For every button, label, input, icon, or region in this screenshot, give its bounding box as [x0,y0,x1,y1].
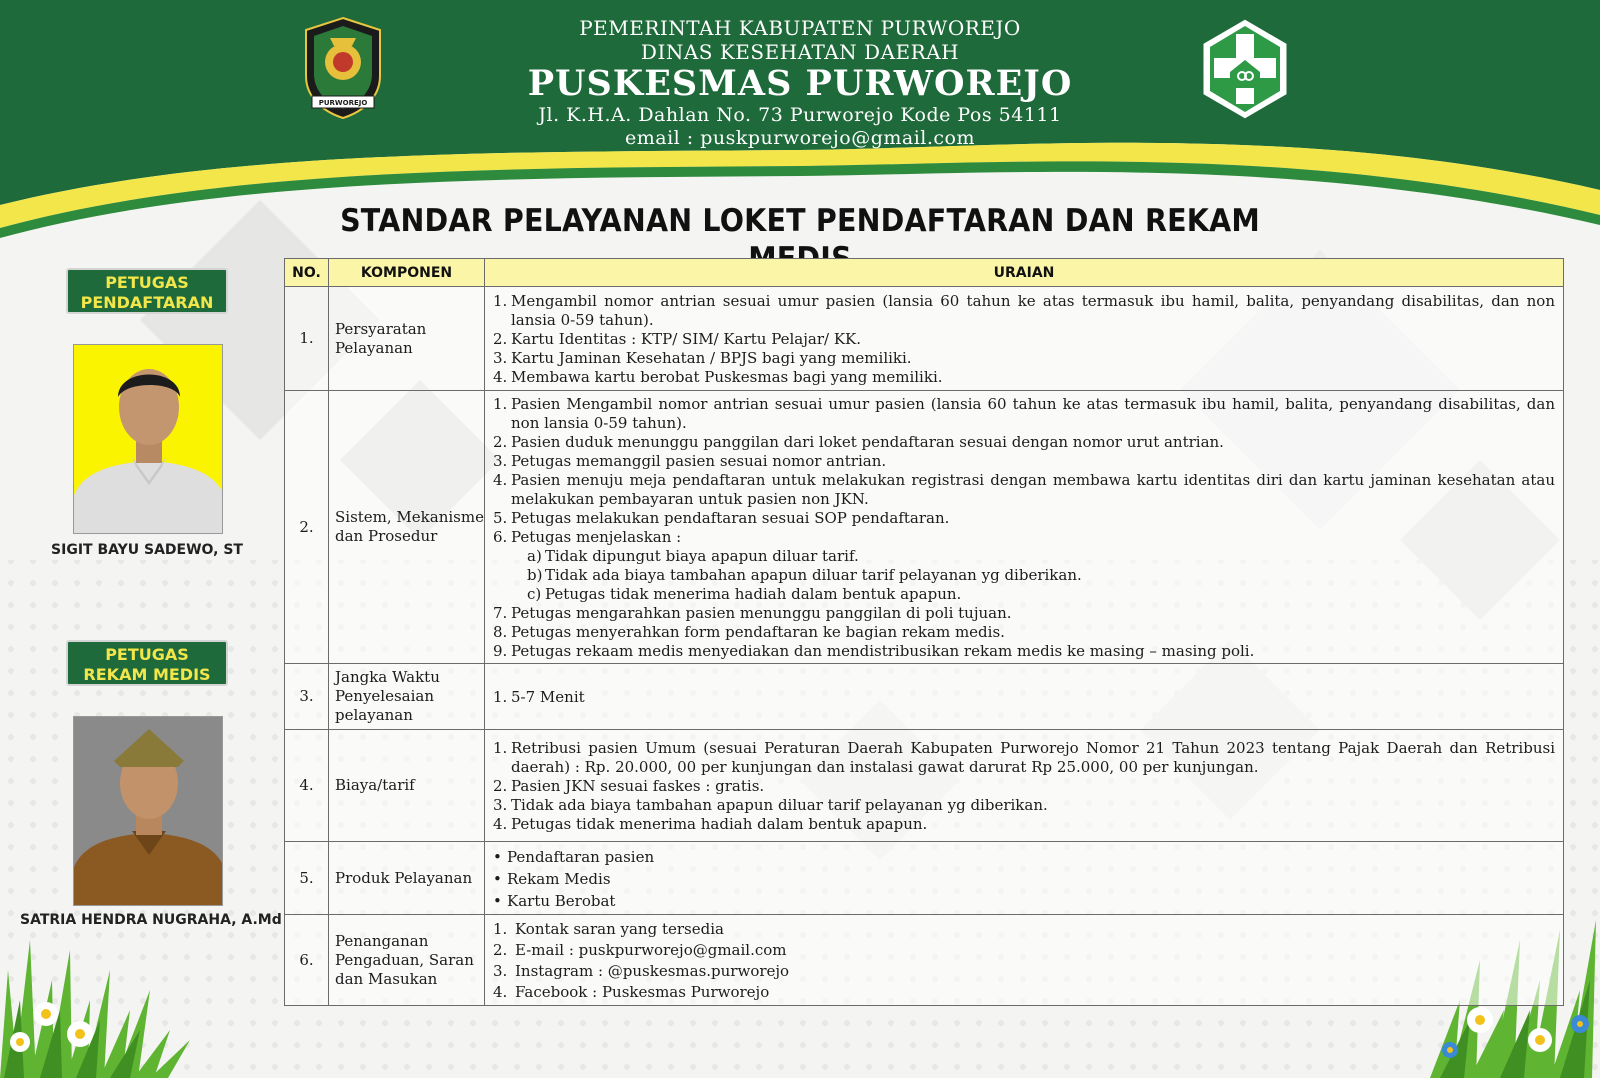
table-row [285,915,1564,1006]
list-item [493,961,1555,982]
row-uraian [485,730,1564,842]
role-line-1: PETUGAS [105,645,189,664]
list-item-number: 2. [493,941,508,959]
row-number: 4. [285,730,329,842]
header-no: NO. [285,259,329,287]
list-item-text: Mengambil nomor antrian sesuai umur pasien (lansia 60 tahun ke atas termasuk ibu hamil, balita, penyandang disabilitas, dan non lansia 0-59 tahun). [511,292,1555,329]
staff-name-medical-records: SATRIA HENDRA NUGRAHA, A.Md [20,912,282,928]
bullet-item [493,890,1555,912]
list-item [493,739,1555,777]
list-item [493,777,1555,796]
bullet-icon: • [493,848,502,866]
row-komponen: Penanganan Pengaduan, Saran dan Masukan [329,915,485,1006]
list-item-text: Retribusi pasien Umum (sesuai Peraturan Daerah Kabupaten Purworejo Nomor 21 Tahun 2023 tentang Pajak Daerah dan Retribusi daerah) : Rp. 20.000, 00 per kunjungan dan instalasi gawat darurat Rp 25.000, 00 per kunjungan. [511,739,1555,776]
bullet-text: Kartu Berobat [507,892,616,910]
list-item [493,688,1555,707]
list-item-number: 1. [493,395,508,413]
list-item-text: Pasien JKN sesuai faskes : gratis. [511,777,765,795]
list-item-text: Tidak ada biaya tambahan apapun diluar tarif pelayanan yg diberikan. [511,796,1048,814]
list-item-text: Kontak saran yang tersedia [515,920,724,938]
list-item-text: Petugas mengarahkan pasien menunggu panggilan di poli tujuan. [511,604,1012,622]
row-number: 2. [285,391,329,664]
list-item [493,395,1555,433]
staff-photo-medical-records [73,716,223,906]
list-item-text: E-mail : puskpurworejo@gmail.com [515,941,787,959]
list-item-text: Kartu Identitas : KTP/ SIM/ Kartu Pelajar/ KK. [511,330,862,348]
list-item [493,349,1555,368]
address-line: Jl. K.H.A. Dahlan No. 73 Purworejo Kode Pos 54111 [538,104,1062,126]
row-number: 3. [285,664,329,730]
row-komponen: Sistem, Mekanisme dan Prosedur [329,391,485,664]
list-item-number: 1. [493,739,508,757]
list-item [493,547,1555,566]
email-line: email : puskpurworejo@gmail.com [624,127,976,149]
list-item-text: Petugas tidak menerima hadiah dalam bentuk apapun. [545,585,962,603]
list-item [493,919,1555,940]
bullet-item [493,846,1555,868]
list-item [493,368,1555,387]
list-item-text: Petugas rekaam medis menyediakan dan mendistribusikan rekam medis ke masing – masing poli. [511,642,1255,660]
list-item-number: 4. [493,815,508,833]
row-komponen: Jangka Waktu Penyelesaian pelayanan [329,664,485,730]
staff-name-registration: SIGIT BAYU SADEWO, ST [51,542,243,558]
list-item-number: 2. [493,433,508,451]
list-item-text: Tidak ada biaya tambahan apapun diluar tarif pelayanan yg diberikan. [545,566,1082,584]
list-item-number: 4. [493,368,508,386]
main-title: STANDAR PELAYANAN LOKET PENDAFTARAN DAN REKAM [340,203,1260,239]
list-item-number: 3. [493,452,508,470]
table-body [285,287,1564,1006]
list-item [493,566,1555,585]
row-number: 5. [285,842,329,915]
row-number: 1. [285,287,329,391]
table-row [285,842,1564,915]
table-row [285,391,1564,664]
list-item-text: Petugas tidak menerima hadiah dalam bentuk apapun. [511,815,928,833]
list-item-text: Pasien menuju meja pendaftaran untuk melakukan registrasi dengan membawa kartu identitas diri dan kartu jaminan kesehatan atau melakukan pembayaran untuk pasien non JKN. [511,471,1555,508]
list-item-text: Pasien Mengambil nomor antrian sesuai umur pasien (lansia 60 tahun ke atas termasuk ibu hamil, balita, penyandang disabilitas, dan non lansia 0-59 tahun). [511,395,1555,432]
staff-photo-registration [73,344,223,534]
table-row [285,287,1564,391]
list-item [493,433,1555,452]
list-item-number: 1. [493,292,508,310]
bullet-icon: • [493,870,502,888]
role-line-1: PETUGAS [105,273,189,292]
list-item-number: 5. [493,509,508,527]
list-item-text: Membawa kartu berobat Puskesmas bagi yang memiliki. [511,368,943,386]
list-item-number: 8. [493,623,508,641]
list-item-text: 5-7 Menit [511,688,585,706]
list-item-number: 1. [493,688,508,706]
role-badge-medical-records [66,640,228,686]
list-item [493,585,1555,604]
bullet-item [493,868,1555,890]
table-row [285,730,1564,842]
list-item [493,330,1555,349]
grass-decoration-left [0,930,200,1078]
list-item-text: Petugas menjelaskan : [511,528,682,546]
row-number: 6. [285,915,329,1006]
service-standard-table [284,258,1564,1006]
bullet-icon: • [493,892,502,910]
role-line-2: REKAM MEDIS [83,665,211,684]
bullet-text: Pendaftaran pasien [507,848,655,866]
list-item [493,642,1555,661]
list-item-text: Petugas memanggil pasien sesuai nomor antrian. [511,452,887,470]
list-item-text: Petugas melakukan pendaftaran sesuai SOP pendaftaran. [511,509,950,527]
list-item [493,528,1555,547]
list-item-number: 2. [493,777,508,795]
role-badge-registration [66,268,228,314]
regency-emblem-logo [300,16,386,120]
header-text [480,16,1120,150]
list-item-text: Instagram : @puskesmas.purworejo [515,962,790,980]
row-uraian [485,391,1564,664]
puskesmas-title: PUSKESMAS PURWOREJO [527,63,1073,104]
list-item [493,796,1555,815]
list-item-number: 7. [493,604,508,622]
table-row [285,664,1564,730]
role-line-2: PENDAFTARAN [80,293,214,312]
emblem-text: PURWOREJO [318,99,368,107]
row-uraian [485,915,1564,1006]
gov-line-1: PEMERINTAH KABUPATEN PURWOREJO [579,16,1021,40]
header-komponen: KOMPONEN [329,259,485,287]
list-item-number: 3. [493,796,508,814]
gov-line-2: DINAS KESEHATAN DAERAH [640,40,960,64]
list-item [493,292,1555,330]
row-uraian [485,287,1564,391]
list-item [493,982,1555,1003]
list-item-number: 3. [493,349,508,367]
person-portrait-icon [74,345,223,534]
list-item-number: 3. [493,962,508,980]
list-item-number: 6. [493,528,508,546]
list-item-text: Pasien duduk menunggu panggilan dari loket pendaftaran sesuai dengan nomor urut antrian. [511,433,1224,451]
list-item-number: c) [527,585,542,603]
list-item [493,623,1555,642]
list-item-number: b) [527,566,543,584]
list-item-number: 1. [493,920,508,938]
row-uraian [485,664,1564,730]
person-portrait-icon [74,717,223,906]
row-uraian [485,842,1564,915]
list-item-number: 4. [493,471,508,489]
list-item [493,940,1555,961]
list-item-number: 2. [493,330,508,348]
list-item [493,471,1555,509]
row-komponen: Produk Pelayanan [329,842,485,915]
header-uraian: URAIAN [485,259,1564,287]
list-item-text: Tidak dipungut biaya apapun diluar tarif. [545,547,859,565]
row-komponen: Persyaratan Pelayanan [329,287,485,391]
list-item-number: 9. [493,642,508,660]
row-komponen: Biaya/tarif [329,730,485,842]
list-item-number: 4. [493,983,508,1001]
puskesmas-logo [1200,16,1290,122]
bullet-text: Rekam Medis [507,870,611,888]
list-item-number: a) [527,547,542,565]
list-item [493,604,1555,623]
list-item [493,452,1555,471]
list-item-text: Petugas menyerahkan form pendaftaran ke bagian rekam medis. [511,623,1005,641]
list-item-text: Kartu Jaminan Kesehatan / BPJS bagi yang memiliki. [511,349,912,367]
table-header-row [285,259,1564,287]
list-item [493,509,1555,528]
list-item [493,815,1555,834]
list-item-text: Facebook : Puskesmas Purworejo [515,983,770,1001]
